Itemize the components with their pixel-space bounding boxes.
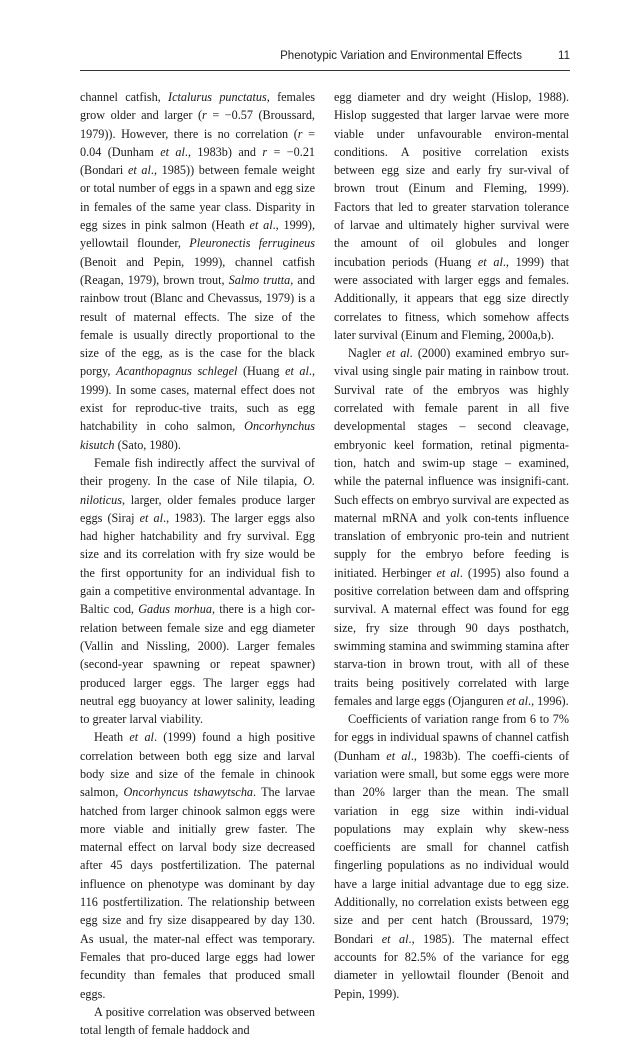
left-text-column: [80, 88, 315, 1039]
paragraph: Heath et al. (1999) found a high positive correlation between both egg size and larval body size and size of the female in chinook salmon, Oncorhyncus tshawytscha. The larvae hatched from larger chinook salmon eggs were more viable and initially grew faster. The maternal effect on larval body size decreased after 45 days postfertilization. The paternal influence on phenotype was dominant by day 116 postfertilization. The relationship between egg size and fry size disappeared by day 130. As usual, the mater-nal effect was temporary. Females that pro-duced large eggs had lower fecundity than females that produced small eggs.: [80, 730, 315, 1001]
paragraph: Coefficients of variation range from 6 to 7% for eggs in individual spawns of channel catfish (Dunham et al., 1983b). The coeffi-cients of variation were small, but some eggs were more than 20% larger than the mean. The small variation in egg size within indi-vidual populations may explain why skew-ness coefficients are small for channel catfish fingerling populations as no individual would have a large initial advantage due to egg size. Additionally, no correlation exists between egg size and per cent hatch (Broussard, 1979; Bondari et al., 1985). The maternal effect accounts for 82.5% of the variance for egg diameter in yellowtail flounder (Benoit and Pepin, 1999).: [334, 712, 570, 1001]
paragraph: egg diameter and dry weight (Hislop, 1988). Hislop suggested that larger larvae were more viable under unfavourable environ-mental conditions. A positive correlation exists between egg size and early fry sur-vival of brown trout (Einum and Fleming, 1999). Factors that led to greater starvation tolerance of larvae and ultimately higher survival were the amount of oil globules and longer incubation periods (Huang et al., 1999) that were associated with larger eggs and females. Additionally, it appears that egg size directly correlates to fitness, which somehow affects later survival (Einum and Fleming, 2000a,b).: [334, 90, 569, 342]
page-number: 11: [558, 50, 570, 62]
paragraph: Female fish indirectly affect the survival of their progeny. In the case of Nile tilapia, O. niloticus, larger, older females produce larger eggs (Siraj et al., 1983). The larger eggs also had higher hatchability and fry survival. Egg size and its correlation with fry size would be the first opportunity for an individual fish to gain a competitive environmental advantage. In Baltic cod, Gadus morhua, there is a high cor-relation between female size and egg diameter (Vallin and Nissling, 2000). Larger females (second-year spawning or repeat spawner) produced larger eggs. The larger eggs had neutral egg buoyancy at lower salinity, leading to greater larval viability.: [80, 455, 316, 727]
paragraph: A positive correlation was observed between total length of female haddock and: [80, 1004, 315, 1038]
paragraph: Nagler et al. (2000) examined embryo sur-vival using single pair mating in rainbow trout. Survival rate of the embryos was highly correlated with female parent in all five developmental stages – second cleavage, embryonic keel formation, retinal pigmenta-tion, hatch and swim-up stage – examined, while the paternal influence was insignifi-cant. Such effects on embryo survival are expected as maternal mRNA and yolk con-tents influence translation of embryonic pro-tein and nutrient supply for the embryo before feeding is initiated. Herbinger et al. (1995) also found a positive correlation between dam and offspring survival. A maternal effect was found for egg size, fry size through 90 days posthatch, swimming stamina and swimming stamina after starva-tion in brown trout, with all of these traits being positively correlated with large females and large eggs (Ojanguren et al., 1996).: [334, 346, 570, 708]
running-header-title: Phenotypic Variation and Environmental Effects: [280, 50, 522, 62]
right-text-column: [334, 88, 569, 1003]
running-header: [80, 50, 570, 68]
paragraph: channel catfish, Ictalurus punctatus, females grow older and larger (r = −0.57 (Broussard, 1979)). However, there is no correlation (r = 0.04 (Dunham et al., 1983b) and r = −0.21 (Bondari et al., 1985)) between female weight or total number of eggs in a spawn and egg size in females of the same year class. Disparity in egg sizes in pink salmon (Heath et al., 1999), yellowtail flounder, Pleuronectis ferrugineus (Benoit and Pepin, 1999), channel catfish (Reagan, 1979), brown trout, Salmo trutta, and rainbow trout (Blanc and Chevassus, 1979) is a result of maternal effects. The size of the female is usually directly proportional to the size of the egg, as is the case for the black porgy, Acanthopagnus schlegel (Huang et al., 1999). In some cases, maternal effect does not exist for reproduc-tive traits, such as egg hatchability in coho salmon, Oncorhynchus kisutch (Sato, 1980).: [80, 90, 316, 452]
header-rule: [80, 70, 570, 71]
